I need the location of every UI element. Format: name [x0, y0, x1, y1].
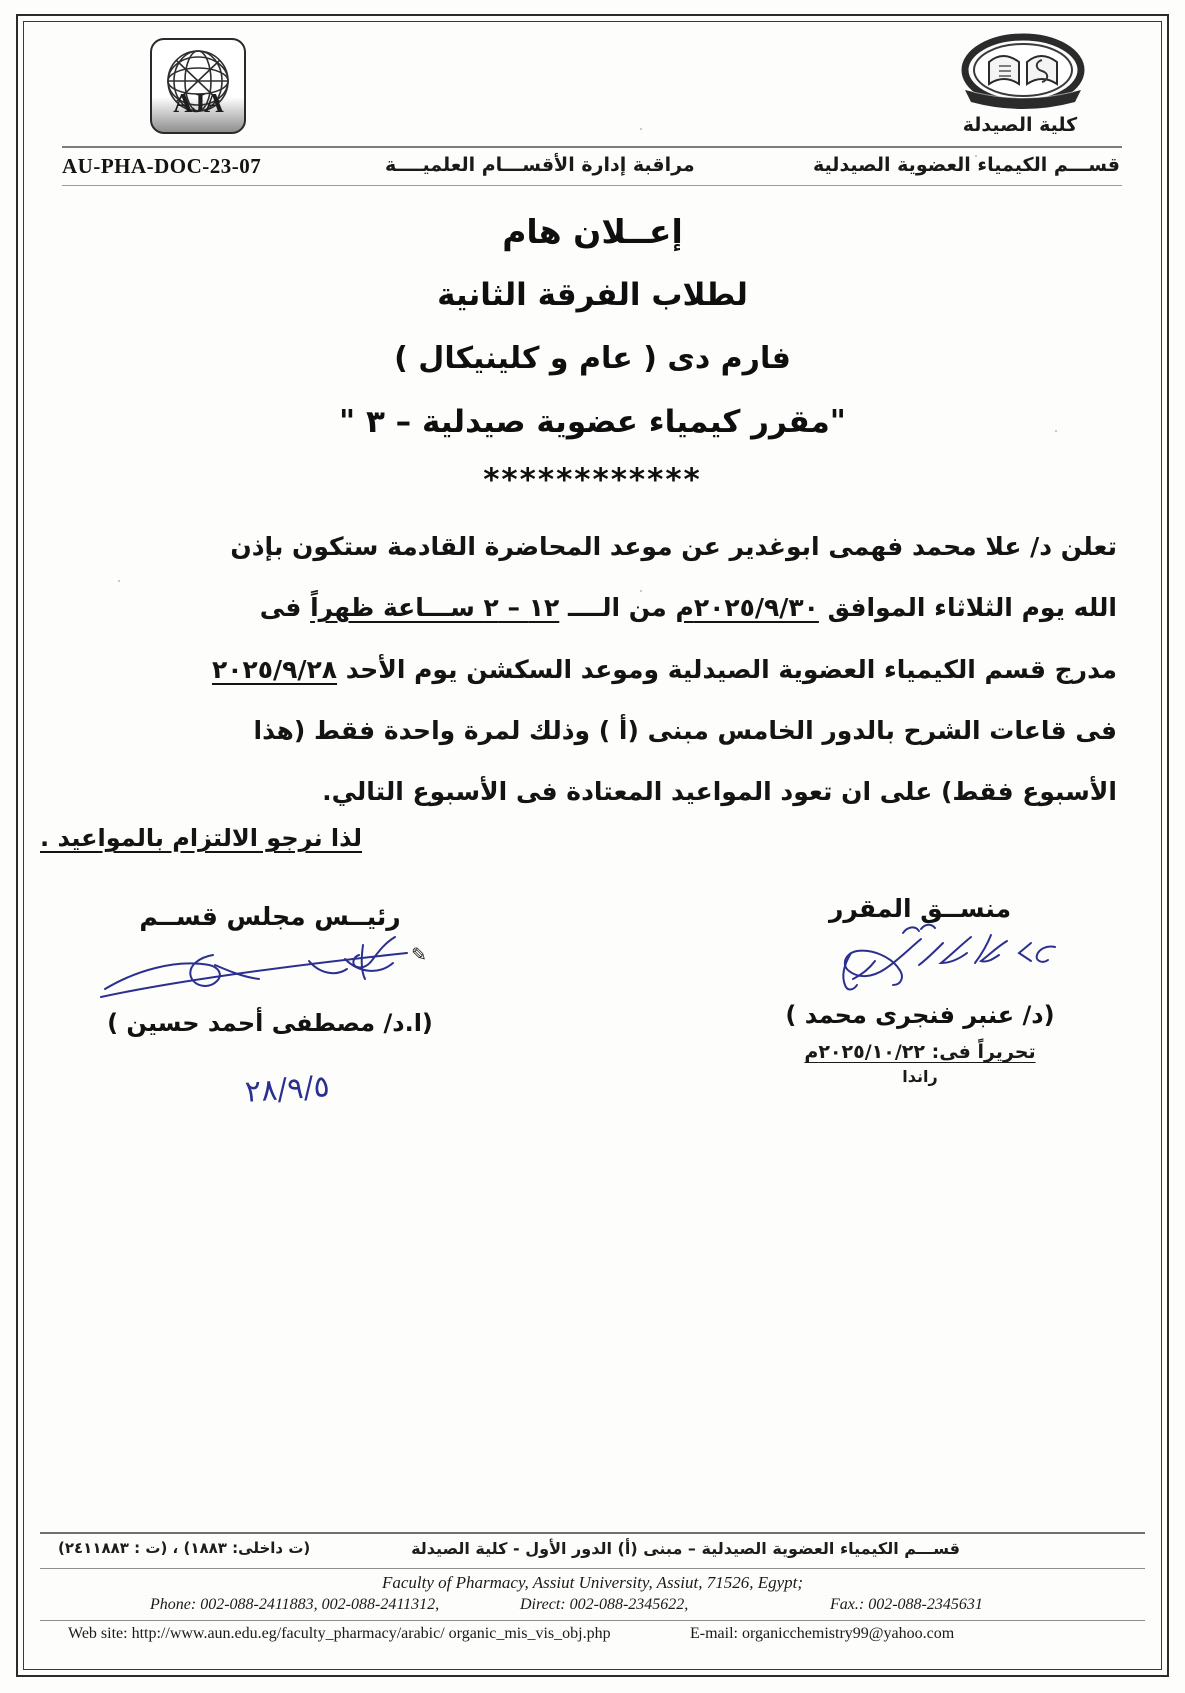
body-line-2 — [66, 577, 1117, 638]
aja-logo-text: AJA — [173, 88, 223, 118]
section-date: ٢٠٢٥/٩/٢٨ — [211, 654, 338, 684]
footer-arabic-row — [40, 1534, 1145, 1568]
head-signature-group — [95, 902, 445, 1111]
footer-arabic-address: قســـم الكيمياء العضوية الصيدلية – مبنى (أ) الدور الأول - كلية الصيدلة — [411, 1539, 960, 1558]
written-on-date: ٢٠٢٥/١٠/٢٢م — [804, 1041, 925, 1064]
head-role: رئيــس مجلس قســم — [139, 902, 401, 932]
header-rule-bottom — [62, 185, 1122, 186]
closing-note — [40, 822, 1145, 852]
faculty-name: كلية الصيدلة — [962, 114, 1078, 136]
title-announcement: إعــلان هام — [502, 212, 683, 251]
body-line-2-c: فى — [259, 593, 311, 623]
footer-phone: Phone: 002-088-2411883, 002-088-2411312, — [150, 1596, 440, 1613]
title-audience: لطلاب الفرقة الثانية — [437, 277, 748, 313]
head-name: (ا.د/ مصطفى أحمد حسين ) — [107, 1009, 433, 1038]
coordinator-role: منســق المقرر — [828, 894, 1012, 924]
stamp-icon: ✎ — [411, 944, 427, 967]
written-by-initials: راندا — [902, 1067, 938, 1087]
lecture-time: ١٢ – ٢ ســـاعة ظهراً — [310, 593, 560, 623]
footer-english-address: Faculty of Pharmacy, Assiut University, Assiut, 71526, Egypt; — [381, 1573, 804, 1592]
document-footer — [40, 1532, 1145, 1653]
document-code: AU-PHA-DOC-23-07 — [62, 154, 262, 178]
title-course: "مقرر كيمياء عضوية صيدلية – ٣ " — [339, 404, 846, 440]
coordinator-name: (د/ عنبر فنجرى محمد ) — [785, 1001, 1055, 1030]
coordinator-handwritten-signature — [755, 923, 1085, 1001]
head-handwritten-signature — [95, 931, 445, 1009]
written-on-label: تحريراً فى: — [924, 1041, 1036, 1064]
coordinator-signature-group — [755, 894, 1085, 1086]
signature-block — [40, 894, 1145, 1144]
footer-direct: Direct: 002-088-2345622, — [520, 1596, 689, 1613]
title-star-divider: ************ — [483, 462, 702, 498]
header-admin-label: مراقبة إدارة الأقســـام العلميــــة — [385, 154, 695, 176]
body-line-1: تعلن د/ علا محمد فهمى ابوغدير عن موعد المحاضرة القادمة ستكون بإذن — [230, 532, 1117, 561]
document-header — [40, 30, 1145, 190]
body-line-4: فى قاعات الشرح بالدور الخامس مبنى (أ ) وذلك لمرة واحدة فقط (هذا — [253, 715, 1117, 745]
footer-fax: Fax.: 002-088-2345631 — [830, 1596, 983, 1613]
announcement-body — [40, 516, 1145, 822]
title-block — [40, 212, 1145, 498]
title-program: فارم دى ( عام و كلينيكال ) — [394, 341, 791, 376]
body-line-3-a: مدرج قسم الكيمياء العضوية الصيدلية وموعد السكشن يوم الأحد — [337, 654, 1117, 684]
footer-contact-row — [40, 1594, 1145, 1620]
body-line-2-a: الله يوم الثلاثاء الموافق — [818, 593, 1117, 623]
footer-website[interactable]: Web site: http://www.aun.edu.eg/faculty_pharmacy/arabic/ organic_mis_vis_obj.php — [68, 1625, 611, 1642]
body-line-3 — [66, 639, 1117, 700]
header-rule-top — [62, 146, 1122, 148]
footer-email[interactable]: E-mail: organicchemistry99@yahoo.com — [690, 1625, 955, 1642]
body-line-5: الأسبوع فقط) على ان تعود المواعيد المعتادة فى الأسبوع التالي. — [322, 777, 1117, 806]
body-line-2-b: من الــــ — [559, 593, 676, 623]
lecture-date: ٢٠٢٥/٩/٣٠م — [675, 593, 819, 623]
footer-arabic-phones: (ت داخلى: ١٨٨٣) ، (ت : ٢٤١١٨٨٣) — [58, 1539, 311, 1557]
written-on-line — [755, 1041, 1085, 1063]
head-handwritten-date: ٢٨/٩/٥ — [243, 1069, 331, 1111]
closing-note-text: لذا نرجو الالتزام بالمواعيد . — [40, 824, 363, 853]
aja-logo — [150, 38, 246, 134]
footer-web-row — [40, 1621, 1145, 1653]
university-emblem-icon — [959, 32, 1087, 114]
department-name: قســـم الكيمياء العضوية الصيدلية — [813, 154, 1120, 176]
